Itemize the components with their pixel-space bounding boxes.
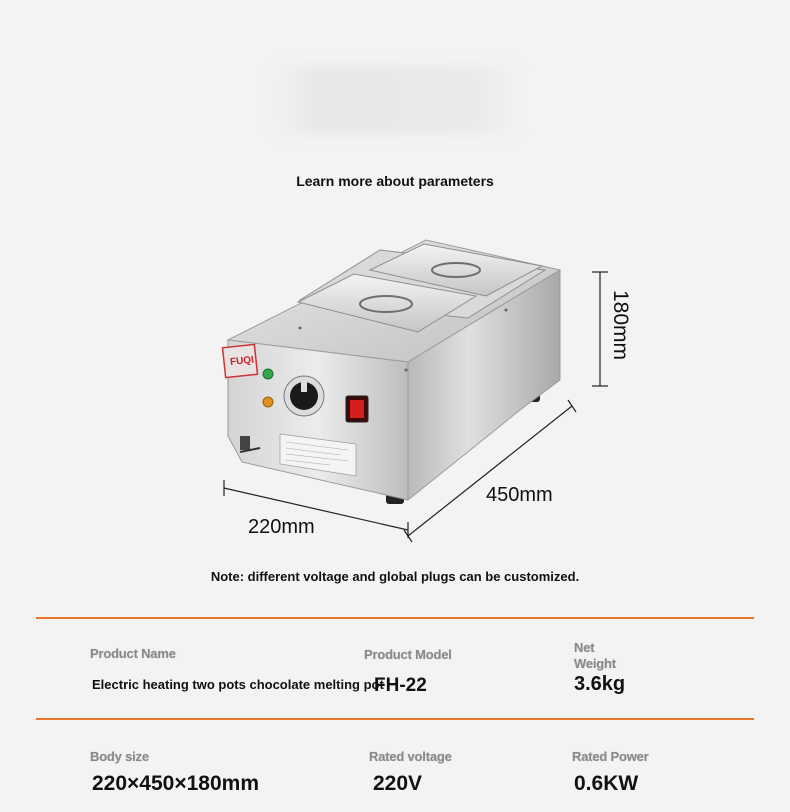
customization-note: Note: different voltage and global plugs can be customized.: [210, 569, 580, 584]
spec-value-body-size: 220×450×180mm: [92, 772, 259, 795]
spec-value-product-model: FH-22: [374, 675, 427, 696]
intro-heading: Learn more about parameters: [296, 173, 494, 189]
spec-value-net-weight: 3.6kg: [574, 673, 626, 695]
svg-text:FUQI: FUQI: [229, 354, 255, 369]
spec-label-body-size: Body size: [90, 749, 149, 764]
spec-label-product-model: Product Model: [364, 647, 452, 662]
divider-top: [36, 617, 754, 619]
spec-value-product-name: Electric heating two pots chocolate melting pot: [92, 677, 384, 692]
spec-label-rated-voltage: Rated voltage: [369, 749, 452, 764]
brand-badge: [223, 344, 258, 377]
chocolate-melter-image: [180, 230, 640, 550]
faded-header-graphic: [268, 66, 524, 134]
dimension-length: 450mm: [486, 484, 553, 506]
dimension-width: 220mm: [248, 516, 315, 538]
spec-value-rated-power: 0.6KW: [574, 772, 639, 795]
divider-middle: [36, 718, 754, 720]
spec-label-rated-power: Rated Power: [572, 749, 649, 764]
dimension-height: 180mm: [609, 290, 632, 361]
spec-label-product-name: Product Name: [90, 646, 176, 661]
spec-label-net-weight: Net Weight: [574, 640, 616, 671]
spec-value-rated-voltage: 220V: [373, 772, 423, 795]
